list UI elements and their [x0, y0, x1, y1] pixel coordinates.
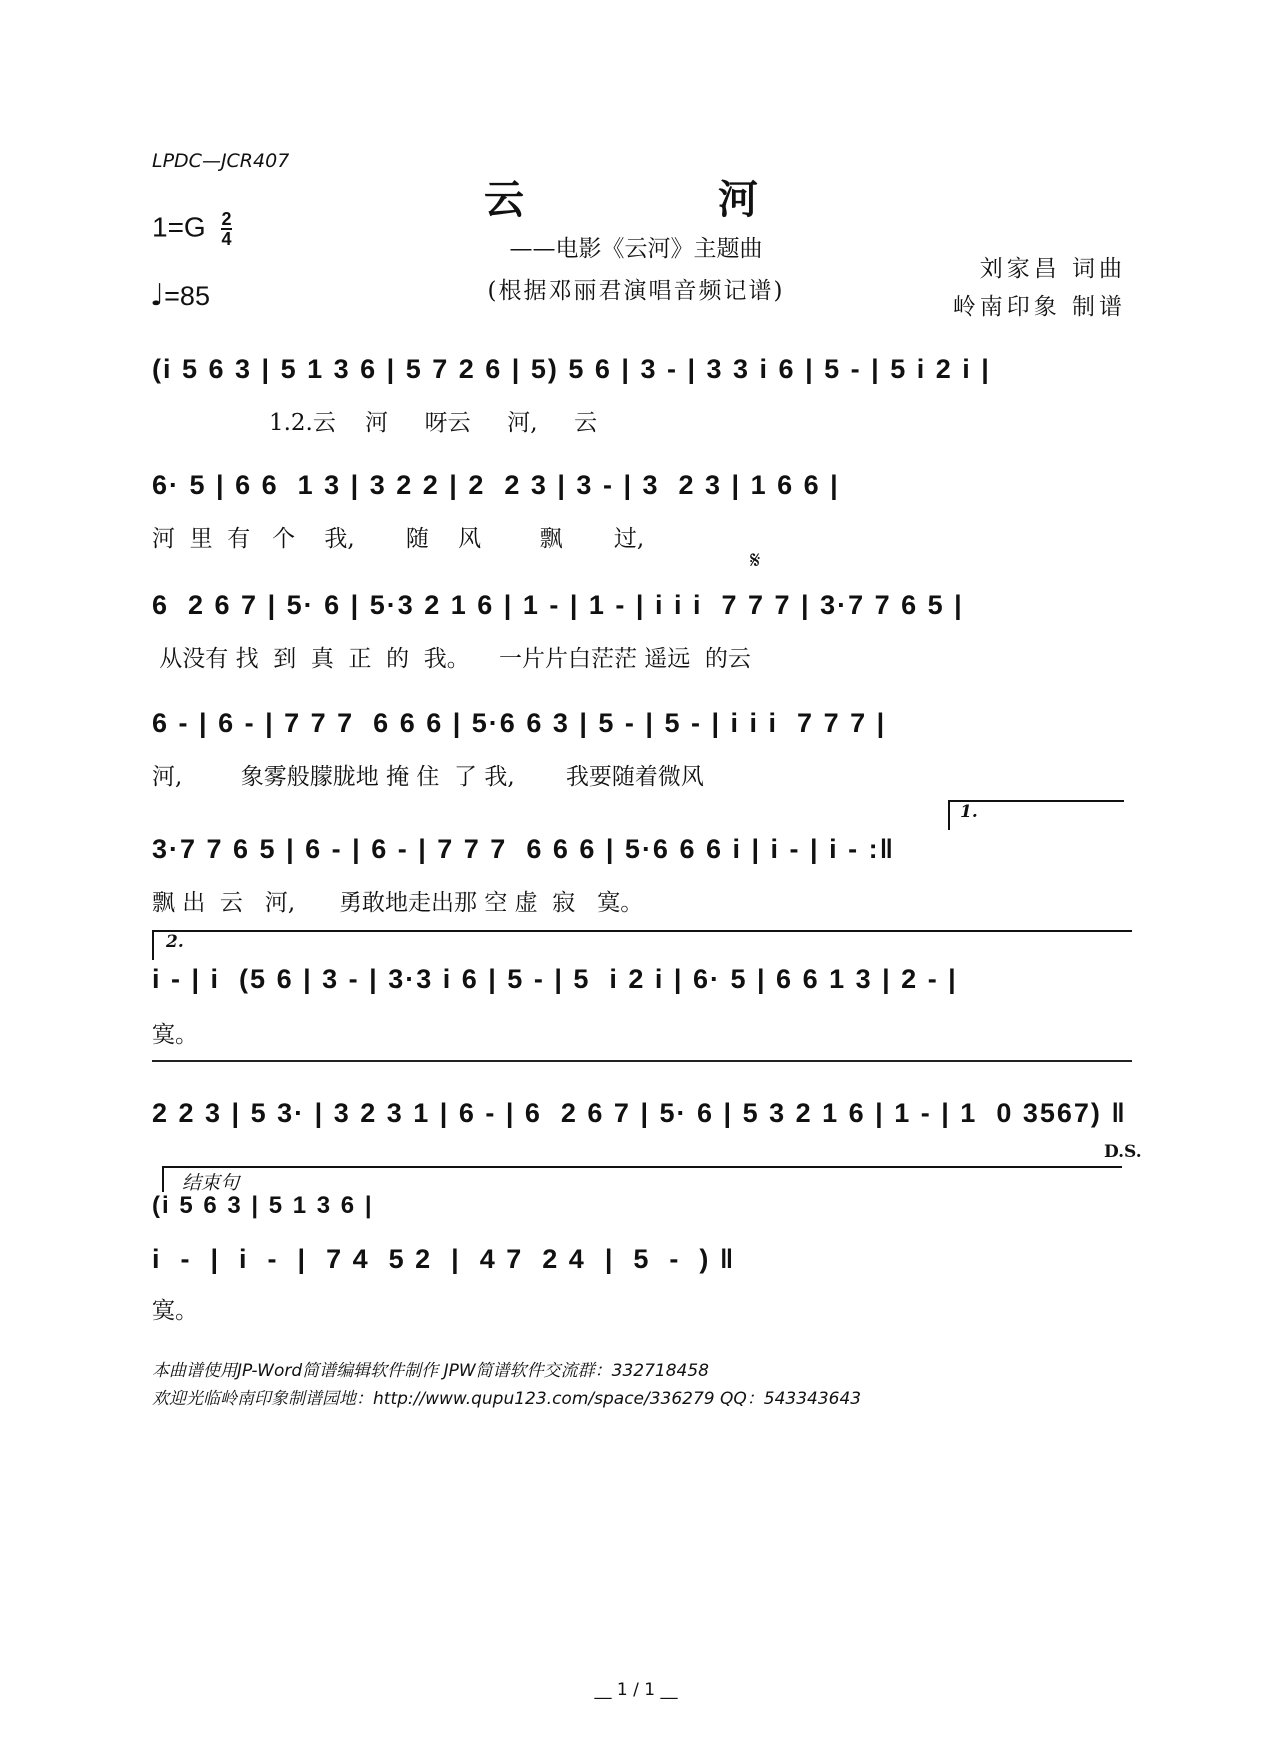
score-line-3: 6 2 6 7 | 5· 6 | 5·3 2 1 6 | 1 - | 1 - | i i i 7 7 7 | 3·7 7 6 5 |	[152, 590, 964, 620]
score-code: LPDC—JCR407	[152, 150, 290, 172]
lyrics-line-5: 飘 出 云 河, 勇敢地走出那 空 虚 寂 寞。	[152, 890, 644, 916]
volta-2-label: 2.	[166, 932, 184, 952]
song-title: 云 河	[484, 176, 848, 223]
time-top: 2	[221, 209, 232, 229]
key-signature	[152, 210, 232, 248]
footer-line-2: 欢迎光临岭南印象制谱园地：http://www.qupu123.com/space/336279 QQ：543343643	[152, 1389, 862, 1409]
lyrics-line-8: 寞。	[152, 1298, 198, 1324]
key-label: 1=G	[152, 211, 206, 243]
score-line-7: 2 2 3 | 5 3· | 3 2 3 1 | 6 - | 6 2 6 7 | 5· 6 | 5 3 2 1 6 | 1 - | 1 0 3567) ‖	[152, 1098, 1127, 1128]
transcription-note: (根据邓丽君演唱音频记谱)	[487, 278, 785, 304]
tie-line	[152, 1060, 1132, 1062]
score-line-8-upper: (i 5 6 3 | 5 1 3 6 |	[152, 1192, 374, 1219]
lyrics-line-1: 1.2.云 河 呀云 河, 云	[152, 410, 598, 436]
dal-segno-label: D.S.	[1104, 1142, 1142, 1162]
volta-1-left	[948, 800, 950, 830]
ending-bracket-left	[162, 1166, 164, 1192]
lyrics-line-3: 从没有 找 到 真 正 的 我。 一片片白茫茫 遥远 的云	[152, 646, 751, 672]
score-line-1: (i 5 6 3 | 5 1 3 6 | 5 7 2 6 | 5) 5 6 | 3 - | 3 3 i 6 | 5 - | 5 i 2 i |	[152, 354, 991, 384]
score-line-2: 6· 5 | 6 6 1 3 | 3 2 2 | 2 2 3 | 3 - | 3 2 3 | 1 6 6 |	[152, 470, 840, 500]
tempo-value: =85	[164, 281, 210, 311]
lyricist-credit: 刘家昌 词曲	[979, 256, 1126, 282]
ending-bracket	[162, 1166, 1122, 1168]
ending-label: 结束句	[182, 1172, 240, 1194]
score-line-4: 6 - | 6 - | 7 7 7 6 6 6 | 5·6 6 3 | 5 - | 5 - | i i i 7 7 7 |	[152, 708, 887, 738]
volta-1-label: 1.	[960, 802, 978, 822]
page-number: __ 1 / 1 __	[594, 1680, 678, 1700]
tempo-marking	[150, 278, 210, 313]
lyrics-line-6: 寞。	[152, 1022, 198, 1048]
lyrics-line-4: 河, 象雾般朦胧地 掩 住 了 我, 我要随着微风	[152, 764, 704, 790]
score-line-6: i - | i (5 6 | 3 - | 3·3 i 6 | 5 - | 5 i 2 i | 6· 5 | 6 6 1 3 | 2 - |	[152, 964, 958, 994]
time-signature	[221, 210, 231, 248]
score-line-8: i - | i - | 7 4 5 2 | 4 7 2 4 | 5 - ) ‖	[152, 1244, 736, 1274]
song-subtitle: ——电影《云河》主题曲	[509, 236, 763, 262]
volta-2-left	[152, 930, 154, 960]
footer-line-1: 本曲谱使用JP-Word简谱编辑软件制作 JPW简谱软件交流群：332718458	[152, 1361, 709, 1381]
credits	[953, 250, 1126, 326]
score-line-5: 3·7 7 6 5 | 6 - | 6 - | 7 7 7 6 6 6 | 5·6 6 6 i | i - | i - :‖	[152, 834, 896, 864]
arranger-credit: 岭南印象 制谱	[952, 294, 1126, 320]
quarter-note-icon: ♩	[150, 278, 165, 313]
lyrics-line-2: 河 里 有 个 我, 随 风 飘 过,	[152, 526, 645, 552]
volta-2-bracket	[152, 930, 1132, 932]
time-bottom: 4	[221, 229, 232, 249]
segno-icon: 𝄋	[750, 546, 761, 574]
